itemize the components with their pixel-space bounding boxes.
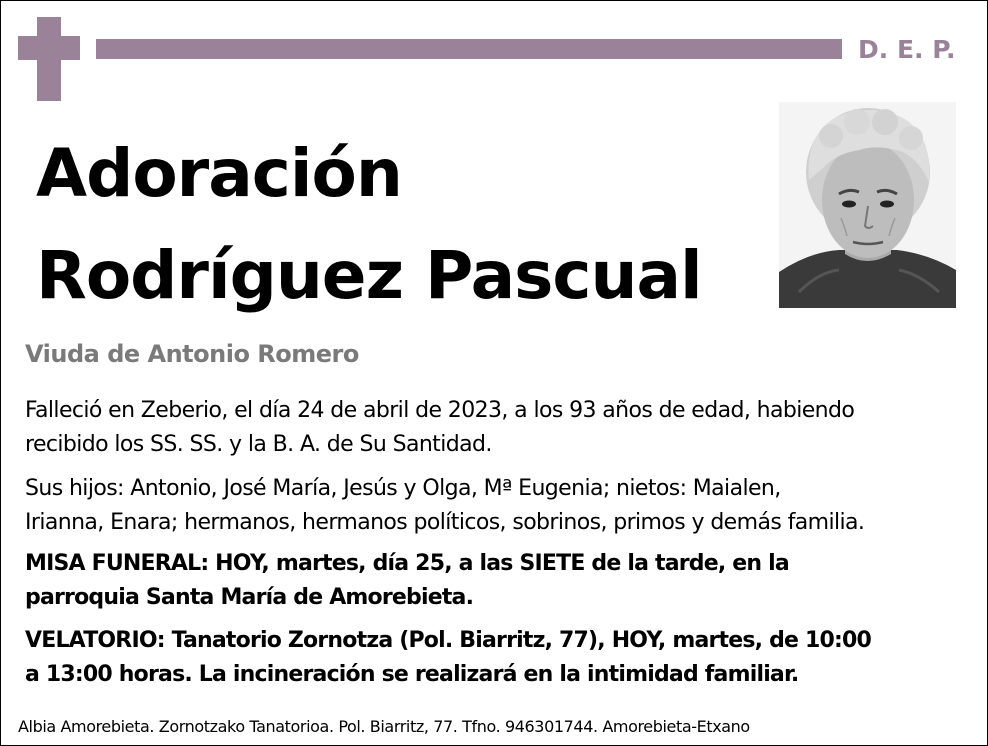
text-line: Sus hijos: Antonio, José María, Jesús y Olga, Mª Eugenia; nietos: Maialen, (25, 476, 781, 501)
relationship-subtitle: Viuda de Antonio Romero (25, 340, 359, 368)
text-line: MISA FUNERAL: HOY, martes, día 25, a las SIETE de la tarde, en la (25, 551, 789, 576)
text-line: Irianna, Enara; hermanos, hermanos políticos, sobrinos, primos y demás familia. (25, 510, 865, 535)
deceased-first-name: Adoración (36, 135, 402, 212)
family-paragraph (25, 472, 965, 540)
death-notice-paragraph (25, 394, 965, 462)
funeral-paragraph (25, 547, 965, 615)
dep-mark: D. E. P. (858, 35, 956, 64)
header-bar (96, 39, 842, 59)
text-line: a 13:00 horas. La incineración se realizará en la intimidad familiar. (25, 662, 799, 687)
funeral-home-footer: Albia Amorebieta. Zornotzako Tanatorioa. Pol. Biarritz, 77. Tfno. 946301744. Amorebieta-Etxano (18, 717, 750, 736)
text-line: VELATORIO: Tanatorio Zornotza (Pol. Biarritz, 77), HOY, martes, de 10:00 (25, 628, 872, 653)
portrait-photo (779, 102, 956, 308)
wake-paragraph (25, 624, 965, 692)
deceased-surnames: Rodríguez Pascual (36, 237, 702, 314)
text-line: Falleció en Zeberio, el día 24 de abril de 2023, a los 93 años de edad, habiendo (25, 398, 855, 423)
text-line: parroquia Santa María de Amorebieta. (25, 585, 474, 610)
cross-icon-arm (18, 36, 80, 60)
text-line: recibido los SS. SS. y la B. A. de Su Santidad. (25, 432, 492, 457)
